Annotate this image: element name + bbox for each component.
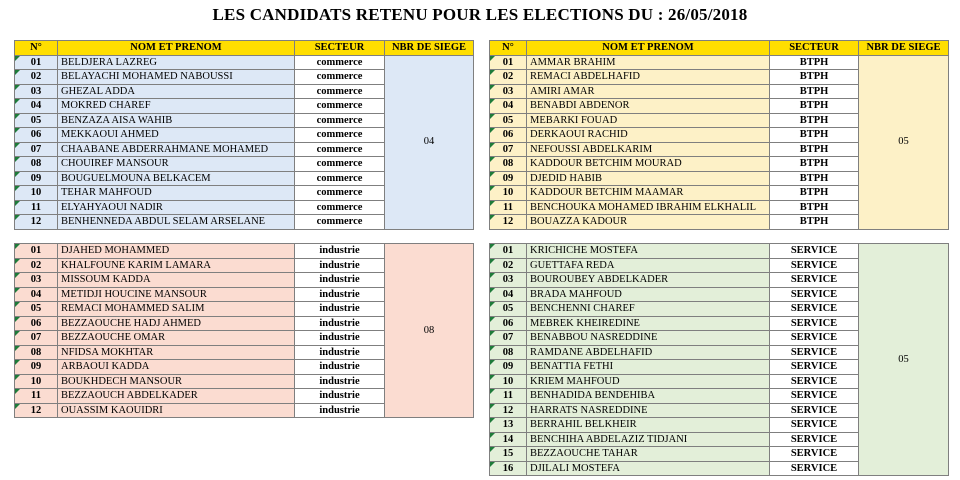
candidate-name: BENABDI ABDENOR — [527, 99, 770, 114]
row-number: 11 — [15, 200, 58, 215]
sector-cell: industrie — [295, 287, 385, 302]
table-row — [490, 244, 949, 259]
row-number: 09 — [490, 360, 527, 375]
candidate-name: ARBAOUI KADDA — [58, 360, 295, 375]
row-number: 07 — [15, 142, 58, 157]
page-title: LES CANDIDATS RETENU POUR LES ELECTIONS DU : 26/05/2018 — [212, 5, 748, 24]
candidate-name: BEZZAOUCHE OMAR — [58, 331, 295, 346]
sector-cell: SERVICE — [770, 287, 859, 302]
row-number: 01 — [490, 55, 527, 70]
row-number: 05 — [490, 302, 527, 317]
candidate-name: AMIRI AMAR — [527, 84, 770, 99]
sector-cell: SERVICE — [770, 360, 859, 375]
header-num: N° — [15, 41, 58, 56]
sector-cell: BTPH — [770, 84, 859, 99]
seat-count: 05 — [859, 244, 949, 476]
sector-cell: BTPH — [770, 99, 859, 114]
candidate-name: RAMDANE ABDELHAFID — [527, 345, 770, 360]
row-number: 03 — [490, 84, 527, 99]
header-sector: SECTEUR — [770, 41, 859, 56]
candidate-name: CHAABANE ABDERRAHMANE MOHAMED — [58, 142, 295, 157]
candidate-name: KRICHICHE MOSTEFA — [527, 244, 770, 259]
table-row — [15, 244, 474, 259]
candidate-name: BOUKHDECH MANSOUR — [58, 374, 295, 389]
sector-cell: SERVICE — [770, 258, 859, 273]
row-number: 05 — [15, 113, 58, 128]
sector-cell: BTPH — [770, 157, 859, 172]
row-number: 10 — [490, 374, 527, 389]
candidate-name: BENCHENNI CHAREF — [527, 302, 770, 317]
table-header-row — [490, 41, 949, 56]
table-row — [490, 55, 949, 70]
sector-cell: BTPH — [770, 128, 859, 143]
header-name: NOM ET PRENOM — [58, 41, 295, 56]
sector-cell: SERVICE — [770, 403, 859, 418]
sector-cell: SERVICE — [770, 418, 859, 433]
candidate-name: KADDOUR BETCHIM MAAMAR — [527, 186, 770, 201]
candidate-name: BENCHIHA ABDELAZIZ TIDJANI — [527, 432, 770, 447]
seat-count: 04 — [385, 55, 474, 229]
sector-cell: SERVICE — [770, 432, 859, 447]
sector-cell: SERVICE — [770, 374, 859, 389]
row-number: 09 — [490, 171, 527, 186]
candidate-name: BENCHOUKA MOHAMED IBRAHIM ELKHALIL — [527, 200, 770, 215]
candidate-name: BENHADIDA BENDEHIBA — [527, 389, 770, 404]
candidate-name: MEKKAOUI AHMED — [58, 128, 295, 143]
row-number: 04 — [490, 99, 527, 114]
row-number: 04 — [15, 99, 58, 114]
row-number: 09 — [15, 171, 58, 186]
sector-cell: SERVICE — [770, 389, 859, 404]
candidate-name: BERRAHIL BELKHEIR — [527, 418, 770, 433]
sector-cell: industrie — [295, 360, 385, 375]
row-number: 08 — [490, 345, 527, 360]
row-number: 02 — [490, 70, 527, 85]
sector-cell: commerce — [295, 70, 385, 85]
sector-cell: commerce — [295, 128, 385, 143]
table-header-row — [15, 41, 474, 56]
candidate-name: DJILALI MOSTEFA — [527, 461, 770, 476]
sector-cell: industrie — [295, 302, 385, 317]
sector-cell: commerce — [295, 171, 385, 186]
sector-cell: SERVICE — [770, 447, 859, 462]
sector-cell: BTPH — [770, 113, 859, 128]
header-seats: NBR DE SIEGE — [385, 41, 474, 56]
candidate-name: DJEDID HABIB — [527, 171, 770, 186]
row-number: 02 — [15, 258, 58, 273]
candidate-name: CHOUIREF MANSOUR — [58, 157, 295, 172]
candidate-name: BEZZAOUCHE TAHAR — [527, 447, 770, 462]
row-number: 08 — [15, 345, 58, 360]
candidates-table-btph — [489, 40, 949, 230]
sector-cell: commerce — [295, 200, 385, 215]
sector-cell: commerce — [295, 157, 385, 172]
sector-cell: BTPH — [770, 171, 859, 186]
header-sector: SECTEUR — [295, 41, 385, 56]
candidates-table-service — [489, 243, 949, 476]
row-number: 12 — [490, 215, 527, 230]
table-row — [15, 55, 474, 70]
candidate-name: MEBARKI FOUAD — [527, 113, 770, 128]
candidate-name: BOUAZZA KADOUR — [527, 215, 770, 230]
sector-cell: SERVICE — [770, 331, 859, 346]
sector-cell: industrie — [295, 316, 385, 331]
row-number: 01 — [15, 55, 58, 70]
candidate-name: BELDJERA LAZREG — [58, 55, 295, 70]
sector-cell: industrie — [295, 244, 385, 259]
candidate-name: BRADA MAHFOUD — [527, 287, 770, 302]
candidate-name: MEBREK KHEIREDINE — [527, 316, 770, 331]
candidate-name: BELAYACHI MOHAMED NABOUSSI — [58, 70, 295, 85]
header-num: N° — [490, 41, 527, 56]
candidate-name: GUETTAFA REDA — [527, 258, 770, 273]
sector-cell: commerce — [295, 113, 385, 128]
sector-cell: industrie — [295, 331, 385, 346]
row-number: 10 — [15, 374, 58, 389]
row-number: 16 — [490, 461, 527, 476]
sector-cell: industrie — [295, 389, 385, 404]
sector-cell: commerce — [295, 215, 385, 230]
candidate-name: AMMAR BRAHIM — [527, 55, 770, 70]
candidate-name: REMACI MOHAMMED SALIM — [58, 302, 295, 317]
row-number: 01 — [15, 244, 58, 259]
sector-cell: BTPH — [770, 186, 859, 201]
sector-cell: BTPH — [770, 142, 859, 157]
seat-count: 08 — [385, 244, 474, 418]
header-seats: NBR DE SIEGE — [859, 41, 949, 56]
row-number: 04 — [15, 287, 58, 302]
sector-cell: BTPH — [770, 55, 859, 70]
candidate-name: GHEZAL ADDA — [58, 84, 295, 99]
sector-cell: commerce — [295, 186, 385, 201]
sector-cell: SERVICE — [770, 244, 859, 259]
row-number: 12 — [15, 403, 58, 418]
sector-cell: SERVICE — [770, 273, 859, 288]
sector-cell: industrie — [295, 273, 385, 288]
row-number: 09 — [15, 360, 58, 375]
candidate-name: NEFOUSSI ABDELKARIM — [527, 142, 770, 157]
candidate-name: BENABBOU NASREDDINE — [527, 331, 770, 346]
candidate-name: TEHAR MAHFOUD — [58, 186, 295, 201]
candidate-name: MISSOUM KADDA — [58, 273, 295, 288]
sector-cell: BTPH — [770, 70, 859, 85]
row-number: 03 — [490, 273, 527, 288]
sector-cell: BTPH — [770, 215, 859, 230]
candidate-name: NFIDSA MOKHTAR — [58, 345, 295, 360]
sector-cell: BTPH — [770, 200, 859, 215]
row-number: 12 — [490, 403, 527, 418]
row-number: 03 — [15, 84, 58, 99]
row-number: 07 — [15, 331, 58, 346]
sector-cell: commerce — [295, 99, 385, 114]
row-number: 03 — [15, 273, 58, 288]
candidate-name: DJAHED MOHAMMED — [58, 244, 295, 259]
row-number: 15 — [490, 447, 527, 462]
row-number: 06 — [15, 128, 58, 143]
candidate-name: DERKAOUI RACHID — [527, 128, 770, 143]
row-number: 06 — [490, 128, 527, 143]
row-number: 05 — [490, 113, 527, 128]
candidate-name: KRIEM MAHFOUD — [527, 374, 770, 389]
candidates-table-commerce — [14, 40, 474, 230]
sector-cell: commerce — [295, 84, 385, 99]
candidate-name: KHALFOUNE KARIM LAMARA — [58, 258, 295, 273]
sector-cell: commerce — [295, 142, 385, 157]
candidate-name: BENHENNEDA ABDUL SELAM ARSELANE — [58, 215, 295, 230]
candidate-name: KADDOUR BETCHIM MOURAD — [527, 157, 770, 172]
sector-cell: SERVICE — [770, 316, 859, 331]
candidate-name: BENATTIA FETHI — [527, 360, 770, 375]
candidate-name: BOUGUELMOUNA BELKACEM — [58, 171, 295, 186]
sector-cell: industrie — [295, 403, 385, 418]
candidate-name: METIDJI HOUCINE MANSOUR — [58, 287, 295, 302]
candidate-name: HARRATS NASREDDINE — [527, 403, 770, 418]
sector-cell: industrie — [295, 345, 385, 360]
row-number: 02 — [15, 70, 58, 85]
candidate-name: BOUROUBEY ABDELKADER — [527, 273, 770, 288]
sector-cell: SERVICE — [770, 345, 859, 360]
seat-count: 05 — [859, 55, 949, 229]
row-number: 10 — [490, 186, 527, 201]
row-number: 08 — [490, 157, 527, 172]
candidates-table-industrie — [14, 243, 474, 418]
row-number: 07 — [490, 142, 527, 157]
sector-cell: industrie — [295, 374, 385, 389]
row-number: 13 — [490, 418, 527, 433]
candidate-name: BEZZAOUCH ABDELKADER — [58, 389, 295, 404]
row-number: 08 — [15, 157, 58, 172]
row-number: 04 — [490, 287, 527, 302]
candidate-name: OUASSIM KAOUIDRI — [58, 403, 295, 418]
row-number: 12 — [15, 215, 58, 230]
sector-cell: SERVICE — [770, 461, 859, 476]
candidate-name: REMACI ABDELHAFID — [527, 70, 770, 85]
sector-cell: SERVICE — [770, 302, 859, 317]
row-number: 10 — [15, 186, 58, 201]
row-number: 14 — [490, 432, 527, 447]
sector-cell: industrie — [295, 258, 385, 273]
row-number: 11 — [490, 200, 527, 215]
row-number: 06 — [490, 316, 527, 331]
row-number: 11 — [15, 389, 58, 404]
candidate-name: BEZZAOUCHE HADJ AHMED — [58, 316, 295, 331]
row-number: 02 — [490, 258, 527, 273]
row-number: 11 — [490, 389, 527, 404]
candidate-name: MOKRED CHAREF — [58, 99, 295, 114]
header-name: NOM ET PRENOM — [527, 41, 770, 56]
row-number: 06 — [15, 316, 58, 331]
row-number: 07 — [490, 331, 527, 346]
candidate-name: BENZAZA AISA WAHIB — [58, 113, 295, 128]
row-number: 01 — [490, 244, 527, 259]
sector-cell: commerce — [295, 55, 385, 70]
row-number: 05 — [15, 302, 58, 317]
candidate-name: ELYAHYAOUI NADIR — [58, 200, 295, 215]
